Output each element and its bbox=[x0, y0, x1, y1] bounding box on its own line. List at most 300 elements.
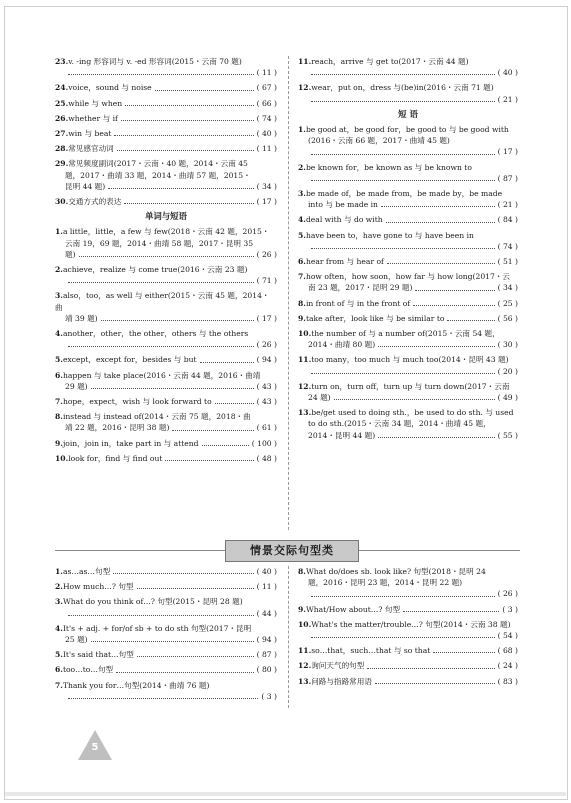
leader-dots bbox=[311, 73, 495, 75]
leader-dots bbox=[79, 255, 254, 257]
leader-dots bbox=[381, 205, 495, 207]
toc-entry-line bbox=[298, 188, 518, 199]
leader-dots bbox=[311, 636, 495, 638]
sentence-list-left bbox=[55, 566, 277, 702]
leader-dots bbox=[68, 614, 254, 616]
entry-text: It's + adj. + for/of sb + to do sth 句型(2017・昆明 bbox=[62, 623, 252, 633]
entry-number: 5. bbox=[298, 230, 306, 240]
toc-entry bbox=[298, 56, 518, 78]
toc-entry bbox=[55, 113, 277, 124]
entry-text: v. -ing 形容词与 v. -ed 形容词(2015・云南 70 题) bbox=[68, 57, 242, 66]
toc-entry bbox=[55, 158, 277, 192]
toc-entry bbox=[298, 328, 518, 350]
toc-entry-line bbox=[298, 313, 518, 324]
toc-entry-line bbox=[298, 430, 518, 441]
toc-entry-line bbox=[55, 181, 277, 192]
toc-entry-line bbox=[298, 604, 518, 615]
entry-number: 28. bbox=[55, 144, 69, 154]
toc-entry-line bbox=[298, 56, 518, 67]
toc-entry-line bbox=[55, 290, 277, 312]
entry-number: 23. bbox=[55, 57, 69, 66]
entry-number: 4. bbox=[55, 329, 63, 339]
toc-entry-line bbox=[55, 566, 277, 577]
entry-page-ref: ( 43 ) bbox=[256, 397, 277, 407]
leader-dots bbox=[367, 667, 494, 669]
toc-entry bbox=[55, 453, 277, 464]
toc-entry bbox=[55, 680, 277, 702]
entry-number: 12. bbox=[298, 381, 312, 391]
toc-entry-line bbox=[298, 124, 518, 135]
entry-text: What/How about…? 句型 bbox=[305, 604, 401, 614]
entry-page-ref: ( 100 ) bbox=[251, 438, 277, 448]
leader-dots bbox=[165, 459, 253, 461]
entry-text: voice，sound 与 noise bbox=[68, 83, 152, 93]
toc-entry bbox=[55, 290, 277, 324]
toc-entry bbox=[298, 298, 518, 309]
entry-page-ref: ( 17 ) bbox=[256, 313, 277, 323]
entry-number: 7. bbox=[298, 272, 306, 282]
entry-number: 3. bbox=[55, 291, 63, 301]
entry-number: 4. bbox=[55, 623, 63, 633]
entry-text: whether 与 if bbox=[68, 113, 118, 123]
leader-dots bbox=[91, 640, 254, 642]
entry-number: 11. bbox=[298, 57, 312, 66]
leader-dots bbox=[172, 429, 253, 431]
toc-entry bbox=[55, 396, 277, 407]
entry-page-ref: ( 48 ) bbox=[256, 453, 277, 463]
leader-dots bbox=[124, 202, 253, 204]
toc-entry-line bbox=[298, 282, 518, 293]
entry-number: 6. bbox=[298, 257, 306, 267]
entry-number: 29. bbox=[55, 159, 69, 169]
entry-page-ref: ( 3 ) bbox=[502, 604, 518, 614]
toc-entry bbox=[55, 98, 277, 109]
entry-page-ref: ( 51 ) bbox=[497, 257, 518, 267]
leader-dots bbox=[387, 262, 495, 264]
toc-entry-line bbox=[55, 143, 277, 154]
entry-page-ref: ( 94 ) bbox=[256, 635, 277, 645]
entry-page-ref: ( 26 ) bbox=[256, 249, 277, 259]
toc-entry bbox=[55, 664, 277, 675]
entry-number: 8. bbox=[55, 412, 63, 422]
entry-page-ref: ( 17 ) bbox=[256, 197, 277, 207]
entry-text: be/get used to doing sth.，be used to do sth. 与 used bbox=[311, 408, 514, 418]
toc-entry-line bbox=[55, 249, 277, 260]
toc-entry bbox=[298, 124, 518, 158]
toc-entry bbox=[298, 354, 518, 376]
entry-page-ref: ( 54 ) bbox=[497, 631, 518, 641]
entry-number: 6. bbox=[55, 665, 63, 675]
entry-text: turn on，turn off，turn up 与 turn down(2017・云南 bbox=[311, 381, 510, 391]
entry-text: except，except for，besides 与 but bbox=[62, 355, 197, 365]
entry-number: 10. bbox=[298, 619, 312, 629]
toc-entry-line bbox=[298, 256, 518, 267]
entry-text: 25 题) bbox=[65, 635, 88, 645]
entry-number: 1. bbox=[298, 125, 306, 135]
entry-text: another，other，the other，others 与 the others bbox=[62, 329, 249, 339]
toc-entry-line bbox=[298, 82, 518, 93]
toc-entry-line bbox=[298, 135, 518, 146]
entry-page-ref: ( 71 ) bbox=[256, 276, 277, 286]
entry-number: 30. bbox=[55, 197, 69, 207]
leader-dots bbox=[113, 572, 253, 574]
entry-page-ref: ( 55 ) bbox=[497, 430, 518, 440]
entry-text: What's the matter/trouble…? 句型(2014・云南 38 题) bbox=[311, 619, 511, 629]
entry-text: join，join in，take part in 与 attend bbox=[62, 438, 199, 448]
toc-entry bbox=[55, 623, 277, 645]
toc-entry bbox=[298, 381, 518, 403]
toc-entry-line bbox=[298, 328, 518, 339]
entry-text: be made of，be made from，be made by，be made bbox=[305, 189, 503, 199]
entry-number: 1. bbox=[55, 227, 63, 237]
toc-entry-line bbox=[55, 422, 277, 433]
entry-text: wear，put on，dress 与(be)in(2016・云南 71 题) bbox=[311, 83, 494, 93]
entry-text: 题，2017・曲靖 33 题，2014・曲靖 57 题，2015・ bbox=[65, 170, 251, 180]
entry-page-ref: ( 20 ) bbox=[497, 366, 518, 376]
entry-page-ref: ( 66 ) bbox=[256, 98, 277, 108]
toc-entry-line bbox=[298, 566, 518, 577]
toc-entry-line bbox=[298, 619, 518, 630]
entry-text: It's said that…句型 bbox=[62, 650, 134, 660]
entry-number: 5. bbox=[55, 650, 63, 660]
entry-text: hear from 与 hear of bbox=[305, 257, 384, 267]
leader-dots bbox=[137, 587, 254, 589]
toc-entry bbox=[298, 619, 518, 641]
leader-dots bbox=[202, 444, 249, 446]
page-number: 5 bbox=[91, 742, 99, 753]
entry-text: win 与 beat bbox=[68, 129, 112, 139]
leader-dots bbox=[378, 345, 494, 347]
leader-dots bbox=[68, 73, 254, 75]
entry-number: 2. bbox=[55, 265, 63, 275]
toc-entry bbox=[55, 649, 277, 660]
toc-entry-line bbox=[55, 634, 277, 645]
toc-entry bbox=[298, 230, 518, 252]
entry-text: 29 题) bbox=[65, 381, 88, 391]
entry-number: 5. bbox=[55, 355, 63, 365]
left-column-top bbox=[55, 56, 277, 468]
entry-page-ref: ( 74 ) bbox=[256, 113, 277, 123]
toc-entry bbox=[298, 214, 518, 225]
toc-entry-line bbox=[298, 660, 518, 671]
toc-entry-line bbox=[55, 453, 277, 464]
leader-dots bbox=[121, 119, 254, 121]
toc-entry-line bbox=[55, 396, 277, 407]
toc-entry-line bbox=[298, 354, 518, 365]
toc-entry bbox=[298, 566, 518, 600]
entry-text: into 与 be made in bbox=[308, 200, 378, 210]
leader-dots bbox=[108, 187, 253, 189]
entry-text: What do/does sb. look like? 句型(2018・昆明 24 bbox=[305, 567, 486, 576]
toc-entry bbox=[298, 271, 518, 293]
toc-entry-line bbox=[55, 196, 277, 207]
toc-entry-line bbox=[55, 581, 277, 592]
entry-number: 2. bbox=[298, 162, 306, 172]
leader-dots bbox=[117, 149, 254, 151]
words-list bbox=[55, 226, 277, 464]
entry-page-ref: ( 21 ) bbox=[497, 200, 518, 210]
toc-entry-line bbox=[55, 275, 277, 286]
leader-dots bbox=[114, 134, 253, 136]
leader-dots bbox=[403, 610, 499, 612]
entry-page-ref: ( 74 ) bbox=[497, 241, 518, 251]
left-column-bottom bbox=[55, 566, 277, 706]
toc-entry-line bbox=[55, 664, 277, 675]
toc-entry-line bbox=[298, 214, 518, 225]
entry-text: 2014・曲靖 80 题) bbox=[308, 340, 376, 350]
toc-entry bbox=[55, 82, 277, 93]
entry-page-ref: ( 83 ) bbox=[497, 676, 518, 686]
entry-number: 9. bbox=[298, 604, 306, 614]
toc-entry bbox=[55, 581, 277, 592]
entry-page-ref: ( 21 ) bbox=[497, 94, 518, 104]
entry-page-ref: ( 11 ) bbox=[256, 582, 277, 592]
entry-number: 13. bbox=[298, 408, 312, 418]
toc-entry bbox=[55, 596, 277, 618]
entry-page-ref: ( 87 ) bbox=[256, 650, 277, 660]
entry-text: instead 与 instead of(2014・云南 75 题，2018・曲 bbox=[62, 412, 251, 422]
entry-text: 24 题) bbox=[308, 393, 331, 403]
toc-entry-line bbox=[55, 128, 277, 139]
section-banner: 情景交际句型类 bbox=[225, 540, 359, 562]
entry-text: 昆明 44 题) bbox=[65, 181, 106, 191]
entry-text: in front of 与 in the front of bbox=[305, 298, 411, 308]
toc-entry-line bbox=[55, 370, 277, 381]
toc-entry-line bbox=[55, 354, 277, 365]
entry-number: 10. bbox=[298, 329, 312, 339]
toc-entry bbox=[298, 660, 518, 671]
entry-number: 4. bbox=[298, 215, 306, 225]
sentence-list-right bbox=[298, 566, 518, 687]
entry-number: 25. bbox=[55, 98, 69, 108]
toc-entry-line bbox=[55, 411, 277, 422]
words-section-title: 单词与短语 bbox=[145, 211, 187, 222]
leader-dots bbox=[101, 319, 254, 321]
entry-text: 询问天气的句型 bbox=[311, 661, 365, 671]
entry-page-ref: ( 61 ) bbox=[256, 423, 277, 433]
toc-entry-line bbox=[55, 313, 277, 324]
entry-text: reach，arrive 与 get to(2017・云南 44 题) bbox=[311, 57, 469, 66]
toc-entry-line bbox=[298, 173, 518, 184]
leader-dots bbox=[386, 221, 495, 223]
toc-entry bbox=[298, 604, 518, 615]
leader-dots bbox=[378, 436, 494, 438]
entry-number: 9. bbox=[55, 438, 63, 448]
entry-text: deal with 与 do with bbox=[305, 215, 383, 225]
leader-dots bbox=[137, 655, 254, 657]
entry-page-ref: ( 40 ) bbox=[256, 567, 277, 576]
entry-text: Thank you for…句型(2014・曲靖 76 题) bbox=[62, 680, 210, 690]
entry-page-ref: ( 84 ) bbox=[497, 215, 518, 225]
entry-number: 7. bbox=[55, 680, 63, 690]
toc-entry-line bbox=[298, 645, 518, 656]
toc-entry-line bbox=[298, 339, 518, 350]
toc-entry-line bbox=[55, 649, 277, 660]
toc-entry bbox=[298, 313, 518, 324]
entry-page-ref: ( 94 ) bbox=[256, 355, 277, 365]
entry-text: a little，little，a few 与 few(2018・云南 42 题，2015・ bbox=[62, 227, 270, 237]
toc-entry-line bbox=[298, 162, 518, 173]
toc-entry-line bbox=[55, 438, 277, 449]
leader-dots bbox=[311, 153, 495, 155]
entry-number: 12. bbox=[298, 83, 312, 93]
entry-text: 题，2016・昆明 23 题，2014・昆明 22 题) bbox=[308, 578, 463, 588]
leader-dots bbox=[68, 281, 254, 283]
leader-dots bbox=[311, 372, 495, 374]
leader-dots bbox=[68, 697, 258, 699]
toc-entry-line bbox=[55, 381, 277, 392]
entry-page-ref: ( 26 ) bbox=[497, 589, 518, 599]
entry-text: 交通方式的表达 bbox=[68, 197, 122, 207]
column-divider bbox=[288, 56, 289, 530]
toc-entry bbox=[55, 56, 277, 78]
entry-page-ref: ( 11 ) bbox=[256, 144, 277, 154]
toc-entry-line bbox=[298, 407, 518, 418]
entry-text: the number of 与 a number of(2015・云南 54 题， bbox=[311, 329, 500, 339]
entry-text: 常见感官动词 bbox=[68, 144, 114, 154]
toc-entry-line bbox=[55, 113, 277, 124]
entry-text: take after，look like 与 be similar to bbox=[305, 313, 445, 323]
toc-entry-line bbox=[55, 238, 277, 249]
toc-entry-line bbox=[55, 680, 277, 691]
toc-entry-line bbox=[55, 98, 277, 109]
entry-number: 10. bbox=[55, 453, 69, 463]
leader-dots bbox=[311, 100, 495, 102]
entry-page-ref: ( 17 ) bbox=[497, 147, 518, 157]
leader-dots bbox=[433, 651, 494, 653]
toc-entry-line bbox=[55, 158, 277, 169]
toc-entry-line bbox=[298, 577, 518, 588]
column-divider-bottom bbox=[288, 566, 289, 708]
entry-text: 2014・昆明 44 题) bbox=[308, 430, 376, 440]
entry-text: be known for，be known as 与 be known to bbox=[305, 162, 472, 172]
toc-entry bbox=[298, 256, 518, 267]
entry-text: to do sth.(2015・云南 34 题，2014・曲靖 45 题， bbox=[308, 419, 491, 429]
toc-entry-line bbox=[298, 381, 518, 392]
toc-entry bbox=[298, 645, 518, 656]
phrases-list bbox=[298, 124, 518, 441]
entry-text: happen 与 take place(2016・云南 44 题，2016・曲靖 bbox=[62, 370, 261, 380]
entry-page-ref: ( 3 ) bbox=[261, 691, 277, 701]
leader-dots bbox=[334, 398, 495, 400]
toc-entry-line bbox=[55, 82, 277, 93]
toc-entry-line bbox=[55, 67, 277, 78]
toc-entry bbox=[55, 328, 277, 350]
entry-page-ref: ( 67 ) bbox=[256, 83, 277, 93]
leader-dots bbox=[415, 289, 494, 291]
entry-page-ref: ( 44 ) bbox=[256, 608, 277, 618]
entry-number: 8. bbox=[298, 567, 306, 576]
toc-entry-line bbox=[298, 630, 518, 641]
leader-dots bbox=[116, 671, 253, 673]
entry-text: also，too，as well 与 either(2015・云南 45 题，2014・曲 bbox=[55, 291, 270, 312]
toc-entry-line bbox=[298, 241, 518, 252]
entry-text: 南 23 题，2017・昆明 29 题) bbox=[308, 283, 413, 293]
entry-text: have been to，have gone to 与 have been in bbox=[305, 230, 474, 240]
phrases-section-title: 短 语 bbox=[398, 108, 418, 119]
leader-dots bbox=[311, 247, 495, 249]
toc-entry bbox=[298, 188, 518, 210]
toc-entry-line bbox=[298, 67, 518, 78]
toc-entry-line bbox=[298, 199, 518, 210]
toc-entry-line bbox=[298, 94, 518, 105]
entry-number: 2. bbox=[55, 582, 63, 592]
toc-entry bbox=[55, 438, 277, 449]
entry-number: 12. bbox=[298, 661, 312, 671]
toc-entry bbox=[55, 264, 277, 286]
leader-dots bbox=[68, 345, 254, 347]
entry-text: achieve，realize 与 come true(2016・云南 23 题) bbox=[62, 265, 248, 275]
toc-entry bbox=[55, 370, 277, 392]
entry-number: 27. bbox=[55, 129, 69, 139]
entry-text: 靖 22 题，2016・昆明 38 题) bbox=[65, 423, 170, 433]
entry-number: 1. bbox=[55, 567, 63, 576]
entry-number: 3. bbox=[298, 189, 306, 199]
leader-dots bbox=[413, 304, 494, 306]
entry-text: too…to…句型 bbox=[62, 665, 114, 675]
entry-page-ref: ( 26 ) bbox=[256, 340, 277, 350]
entry-number: 13. bbox=[298, 676, 312, 686]
toc-entry-line bbox=[298, 588, 518, 599]
leader-dots bbox=[447, 319, 494, 321]
entry-text: too many，too much 与 much too(2014・昆明 43 题) bbox=[311, 355, 509, 365]
entry-page-ref: ( 11 ) bbox=[256, 68, 277, 78]
toc-entry bbox=[55, 196, 277, 207]
toc-entry-line bbox=[298, 146, 518, 157]
entry-page-ref: ( 56 ) bbox=[497, 313, 518, 323]
entry-page-ref: ( 25 ) bbox=[497, 298, 518, 308]
entry-page-ref: ( 40 ) bbox=[497, 68, 518, 78]
entry-page-ref: ( 34 ) bbox=[497, 283, 518, 293]
toc-entry-line bbox=[298, 418, 518, 429]
entry-text: 问路与指路常用语 bbox=[311, 676, 372, 686]
grammar-list bbox=[55, 56, 277, 207]
toc-entry bbox=[55, 411, 277, 433]
entry-text: How much…? 句型 bbox=[62, 582, 134, 592]
toc-entry-line bbox=[298, 230, 518, 241]
toc-entry bbox=[298, 82, 518, 104]
entry-text: look for，find 与 find out bbox=[68, 453, 163, 463]
right-column-top bbox=[298, 56, 518, 445]
toc-entry-line bbox=[55, 691, 277, 702]
entry-text: What do you think of…? 句型(2015・昆明 28 题) bbox=[62, 597, 243, 607]
leader-dots bbox=[91, 387, 254, 389]
toc-entry-line bbox=[55, 339, 277, 350]
entry-page-ref: ( 43 ) bbox=[256, 381, 277, 391]
toc-entry bbox=[55, 566, 277, 577]
toc-entry bbox=[298, 162, 518, 184]
right-column-bottom bbox=[298, 566, 518, 691]
toc-entry bbox=[55, 128, 277, 139]
toc-entry-line bbox=[298, 392, 518, 403]
entry-text: while 与 when bbox=[68, 98, 123, 108]
entry-number: 6. bbox=[55, 370, 63, 380]
entry-number: 9. bbox=[298, 313, 306, 323]
entry-page-ref: ( 49 ) bbox=[497, 393, 518, 403]
leader-dots bbox=[215, 402, 254, 404]
leader-dots bbox=[155, 89, 254, 91]
toc-entry-line bbox=[55, 328, 277, 339]
toc-entry bbox=[298, 676, 518, 687]
toc-entry-line bbox=[298, 271, 518, 282]
toc-entry-line bbox=[298, 366, 518, 377]
entry-text: be good at，be good for，be good to 与 be good with bbox=[305, 125, 509, 135]
words-list-cont bbox=[298, 56, 518, 105]
entry-text: hope，expect，wish 与 look forward to bbox=[62, 397, 212, 407]
toc-entry-line bbox=[55, 170, 277, 181]
leader-dots bbox=[311, 595, 495, 597]
leader-dots bbox=[200, 361, 254, 363]
